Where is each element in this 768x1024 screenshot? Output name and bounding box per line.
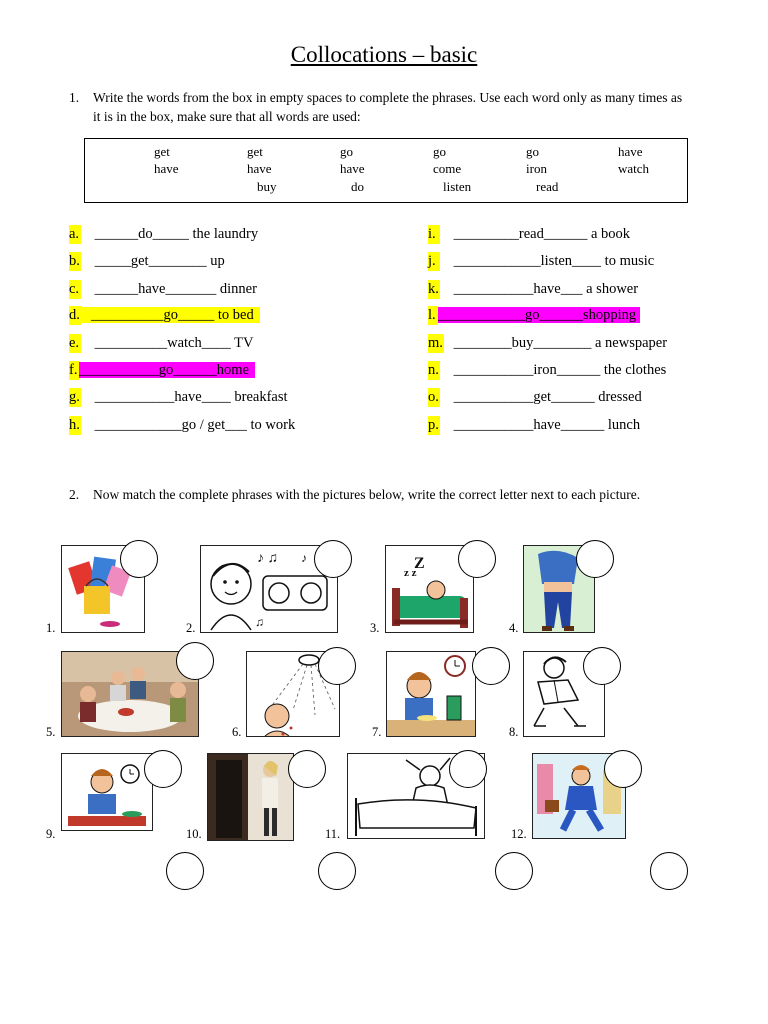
word: have [247, 161, 272, 176]
svg-text:z z: z z [404, 567, 417, 579]
word: have [340, 161, 365, 176]
answer-circle[interactable] [318, 852, 356, 890]
phrase-text: ___________iron______ the clothes [453, 362, 667, 378]
phrase-h [69, 416, 295, 435]
word-box [84, 138, 688, 203]
word: iron [526, 161, 547, 176]
svg-text:♫: ♫ [255, 615, 264, 629]
phrase-letter: h. [69, 417, 80, 433]
word: have [618, 144, 643, 159]
picture-number: 5. [46, 725, 56, 739]
task1-line1: Write the words from the box in empty spaces to complete the phrases. Use each word only as many times as [93, 90, 683, 105]
phrase-text: ____________go / get___ to work [94, 417, 296, 433]
page-title: Collocations – basic [290, 42, 478, 67]
word: get [154, 144, 170, 159]
phrase-c [69, 280, 257, 299]
phrase-b [69, 252, 225, 271]
phrase-text: ___________go______home [79, 362, 255, 378]
phrase-text: ______do_____ the laundry [94, 226, 259, 242]
phrase-letter: f. [69, 362, 78, 378]
answer-circle[interactable] [144, 750, 182, 788]
phrase-m [428, 334, 667, 353]
picture-number: 2. [186, 621, 196, 635]
phrase-letter: p. [428, 417, 439, 433]
phrase-text: ______have_______ dinner [94, 281, 257, 297]
word: come [433, 161, 462, 176]
phrase-text: ___________get______ dressed [453, 389, 642, 405]
answer-circle[interactable] [583, 647, 621, 685]
word: have [154, 161, 179, 176]
phrase-letter: g. [69, 389, 80, 405]
picture-number: 1. [46, 621, 56, 635]
picture-number: 6. [232, 725, 242, 739]
breakfast-picture [386, 651, 476, 737]
picture-number: 4. [509, 621, 519, 635]
phrase-letter: b. [69, 253, 80, 269]
lunch-picture [61, 753, 153, 831]
phrase-letter: o. [428, 389, 439, 405]
phrase-p [428, 416, 640, 435]
svg-text:Z: Z [414, 555, 425, 572]
picture-number: 9. [46, 827, 56, 841]
phrase-text: __________go_____ to bed [81, 307, 260, 323]
word: do [351, 179, 364, 194]
phrase-letter: m. [428, 335, 443, 351]
phrase-letter: d. [69, 307, 80, 323]
answer-circle[interactable] [472, 647, 510, 685]
phrase-text: _____get________ up [94, 253, 225, 269]
phrase-o [428, 388, 642, 407]
phrase-letter: l. [428, 306, 438, 325]
svg-text:♪ ♫: ♪ ♫ [257, 551, 278, 566]
phrase-i [428, 225, 630, 244]
phrase-letter: a. [69, 226, 80, 242]
word: listen [443, 179, 472, 194]
phrase-text: __________watch____ TV [94, 335, 254, 351]
phrase-text: ____________listen____ to music [453, 253, 655, 269]
phrase-text: ___________have___ a shower [453, 281, 639, 297]
phrase-k [428, 280, 638, 299]
task1-line2: it is in the box, make sure that all words are used: [93, 109, 361, 124]
picture-number: 11. [325, 827, 341, 841]
answer-circle[interactable] [449, 750, 487, 788]
phrase-text: ___________have______ lunch [453, 417, 641, 433]
phrase-letter: k. [428, 281, 439, 297]
answer-circle[interactable] [458, 540, 496, 578]
phrase-a [69, 225, 258, 244]
phrase-letter: i. [428, 225, 440, 244]
picture-number: 12. [511, 827, 527, 841]
task2-text: Now match the complete phrases with the pictures below, write the correct letter next to each picture. [93, 487, 641, 502]
phrase-text: ____________go______shopping [438, 307, 640, 323]
word: go [433, 144, 446, 159]
word: read [536, 179, 559, 194]
answer-circle[interactable] [166, 852, 204, 890]
answer-circle[interactable] [314, 540, 352, 578]
going-home-picture [207, 753, 294, 841]
word: go [526, 144, 539, 159]
phrase-l [428, 306, 640, 325]
picture-number: 3. [370, 621, 380, 635]
word: get [247, 144, 263, 159]
answer-circle[interactable] [576, 540, 614, 578]
word: watch [618, 161, 650, 176]
answer-circle[interactable] [650, 852, 688, 890]
answer-circle[interactable] [288, 750, 326, 788]
picture-number: 7. [372, 725, 382, 739]
picture-number: 10. [186, 827, 202, 841]
phrase-n [428, 361, 666, 380]
answer-circle[interactable] [318, 647, 356, 685]
answer-circle[interactable] [176, 642, 214, 680]
task2-number: 2. [69, 487, 80, 502]
phrase-f [69, 361, 255, 380]
svg-text:♪: ♪ [301, 551, 307, 565]
phrase-letter: n. [428, 362, 439, 378]
phrase-text: ___________have____ breakfast [94, 389, 288, 405]
picture-number: 8. [509, 725, 519, 739]
phrase-j [428, 252, 654, 271]
phrase-e [69, 334, 253, 353]
phrase-letter: c. [69, 281, 80, 297]
phrase-g [69, 388, 288, 407]
answer-circle[interactable] [604, 750, 642, 788]
word: go [340, 144, 353, 159]
phrase-letter: e. [69, 335, 80, 351]
answer-circle[interactable] [495, 852, 533, 890]
phrase-text: _________read______ a book [453, 226, 631, 242]
phrase-d [69, 306, 260, 325]
phrase-letter: j. [428, 252, 440, 271]
answer-circle[interactable] [120, 540, 158, 578]
task1-number: 1. [69, 90, 80, 105]
phrase-text: ________buy________ a newspaper [453, 335, 668, 351]
word: buy [257, 179, 277, 194]
